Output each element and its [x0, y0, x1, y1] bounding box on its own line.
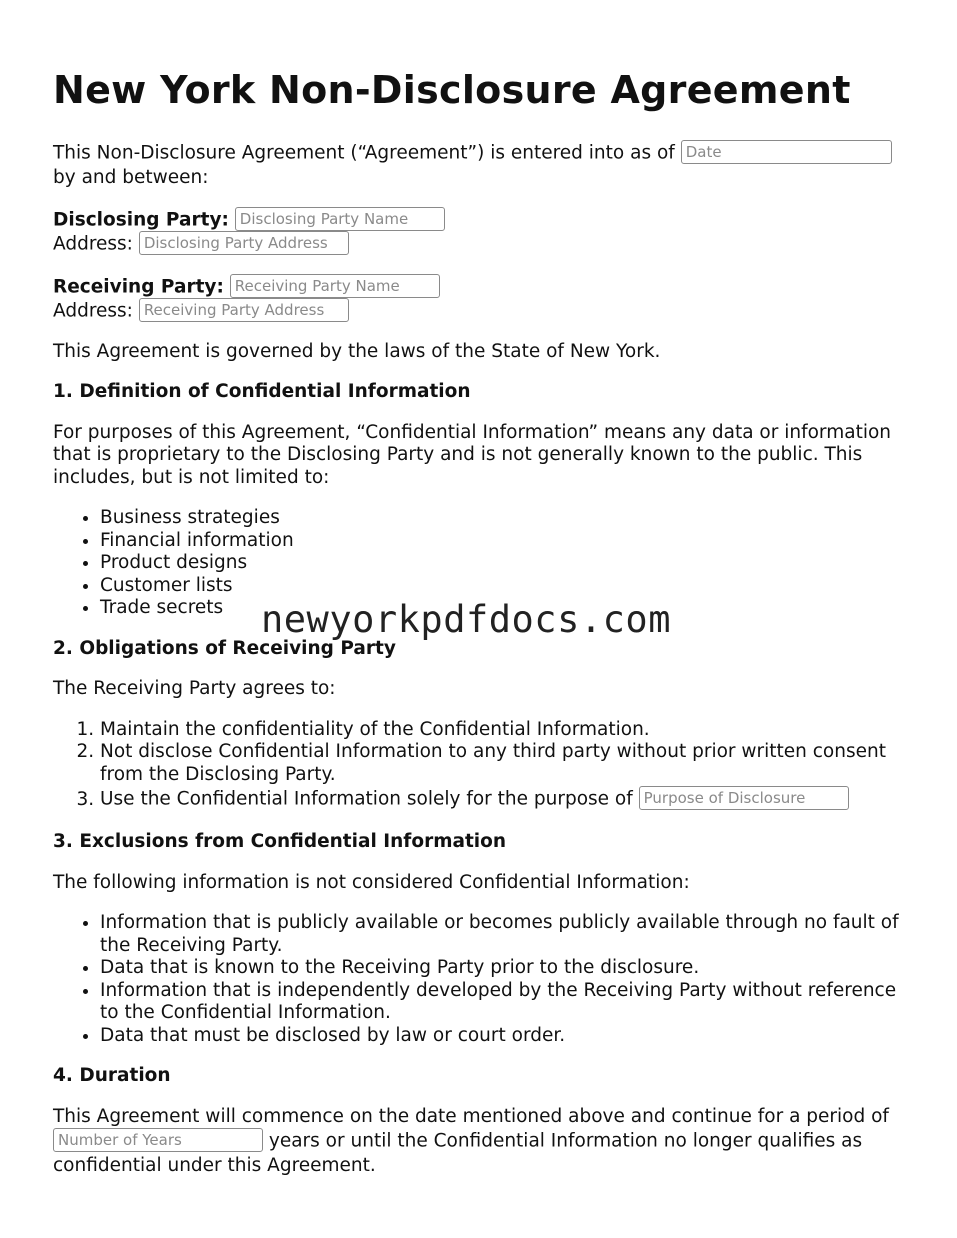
section-2-text: The Receiving Party agrees to:	[53, 678, 336, 699]
list-item: • Information that is publicly available or becomes publicly available through no fault of the Receiving Party.	[100, 912, 913, 957]
receiving-party-address-label: Address:	[53, 300, 133, 321]
section-4-text	[53, 1106, 913, 1178]
disclosing-party-name-field[interactable]	[235, 207, 445, 231]
receiving-party-label: Receiving Party:	[53, 276, 224, 297]
list-item: • Information that is independently developed by the Receiving Party without reference to the Confidential Information.	[100, 980, 913, 1025]
intro-text-after: by and between:	[53, 167, 209, 188]
section-4-heading: 4. Duration	[53, 1065, 171, 1086]
receiving-party-name-field[interactable]	[230, 274, 440, 298]
list-item: • Trade secrets	[100, 597, 913, 620]
disclosing-party-block	[53, 207, 913, 255]
list-item: • Data that is known to the Receiving Party prior to the disclosure.	[100, 957, 913, 980]
section-1-heading: 1. Definition of Confidential Information	[53, 381, 471, 402]
disclosing-party-address-field[interactable]	[139, 231, 349, 255]
section-2-list	[53, 719, 913, 814]
list-item: • Product designs	[100, 552, 913, 575]
duration-text-after: years or until the Confidential Information no longer qualifies as confidential under this Agreement.	[53, 1130, 863, 1176]
list-item: 1. Maintain the confidentiality of the Confidential Information.	[100, 719, 913, 742]
document-title: New York Non-Disclosure Agreement	[53, 68, 851, 112]
duration-text-before: This Agreement will commence on the date mentioned above and continue for a period of	[53, 1105, 889, 1127]
purpose-text: Use the Confidential Information solely for the purpose of	[100, 788, 633, 810]
disclosing-party-label: Disclosing Party:	[53, 209, 229, 230]
section-1-text: For purposes of this Agreement, “Confidential Information” means any data or information that is proprietary to the Disclosing Party and is not generally known to the public. This includes, but is not limited to:	[53, 421, 892, 488]
list-item	[100, 786, 913, 813]
list-item: • Customer lists	[100, 575, 913, 598]
disclosing-party-address-label: Address:	[53, 233, 133, 254]
section-3-heading: 3. Exclusions from Confidential Information	[53, 831, 507, 852]
section-1-list	[53, 507, 913, 620]
list-item: 2. Not disclose Confidential Information to any third party without prior written consent from the Disclosing Party.	[100, 741, 913, 786]
receiving-party-address-field[interactable]	[139, 298, 349, 322]
watermark-text: newyorkpdfdocs.com	[261, 598, 671, 641]
receiving-party-block	[53, 274, 913, 322]
list-item: • Financial information	[100, 530, 913, 553]
date-field[interactable]	[681, 140, 892, 164]
section-3-list	[53, 912, 913, 1047]
section-2-heading: 2. Obligations of Receiving Party	[53, 637, 396, 659]
intro-paragraph	[53, 140, 913, 190]
section-3-text: The following information is not considered Confidential Information:	[53, 871, 690, 893]
number-of-years-field[interactable]	[53, 1128, 263, 1152]
document-page	[53, 66, 913, 1178]
intro-text: This Non-Disclosure Agreement (“Agreement”) is entered into as of	[53, 142, 675, 164]
list-item: • Data that must be disclosed by law or court order.	[100, 1025, 913, 1048]
purpose-field[interactable]	[639, 786, 849, 810]
governing-law-text: This Agreement is governed by the laws of the State of New York.	[53, 340, 661, 362]
list-item: • Business strategies	[100, 507, 913, 530]
